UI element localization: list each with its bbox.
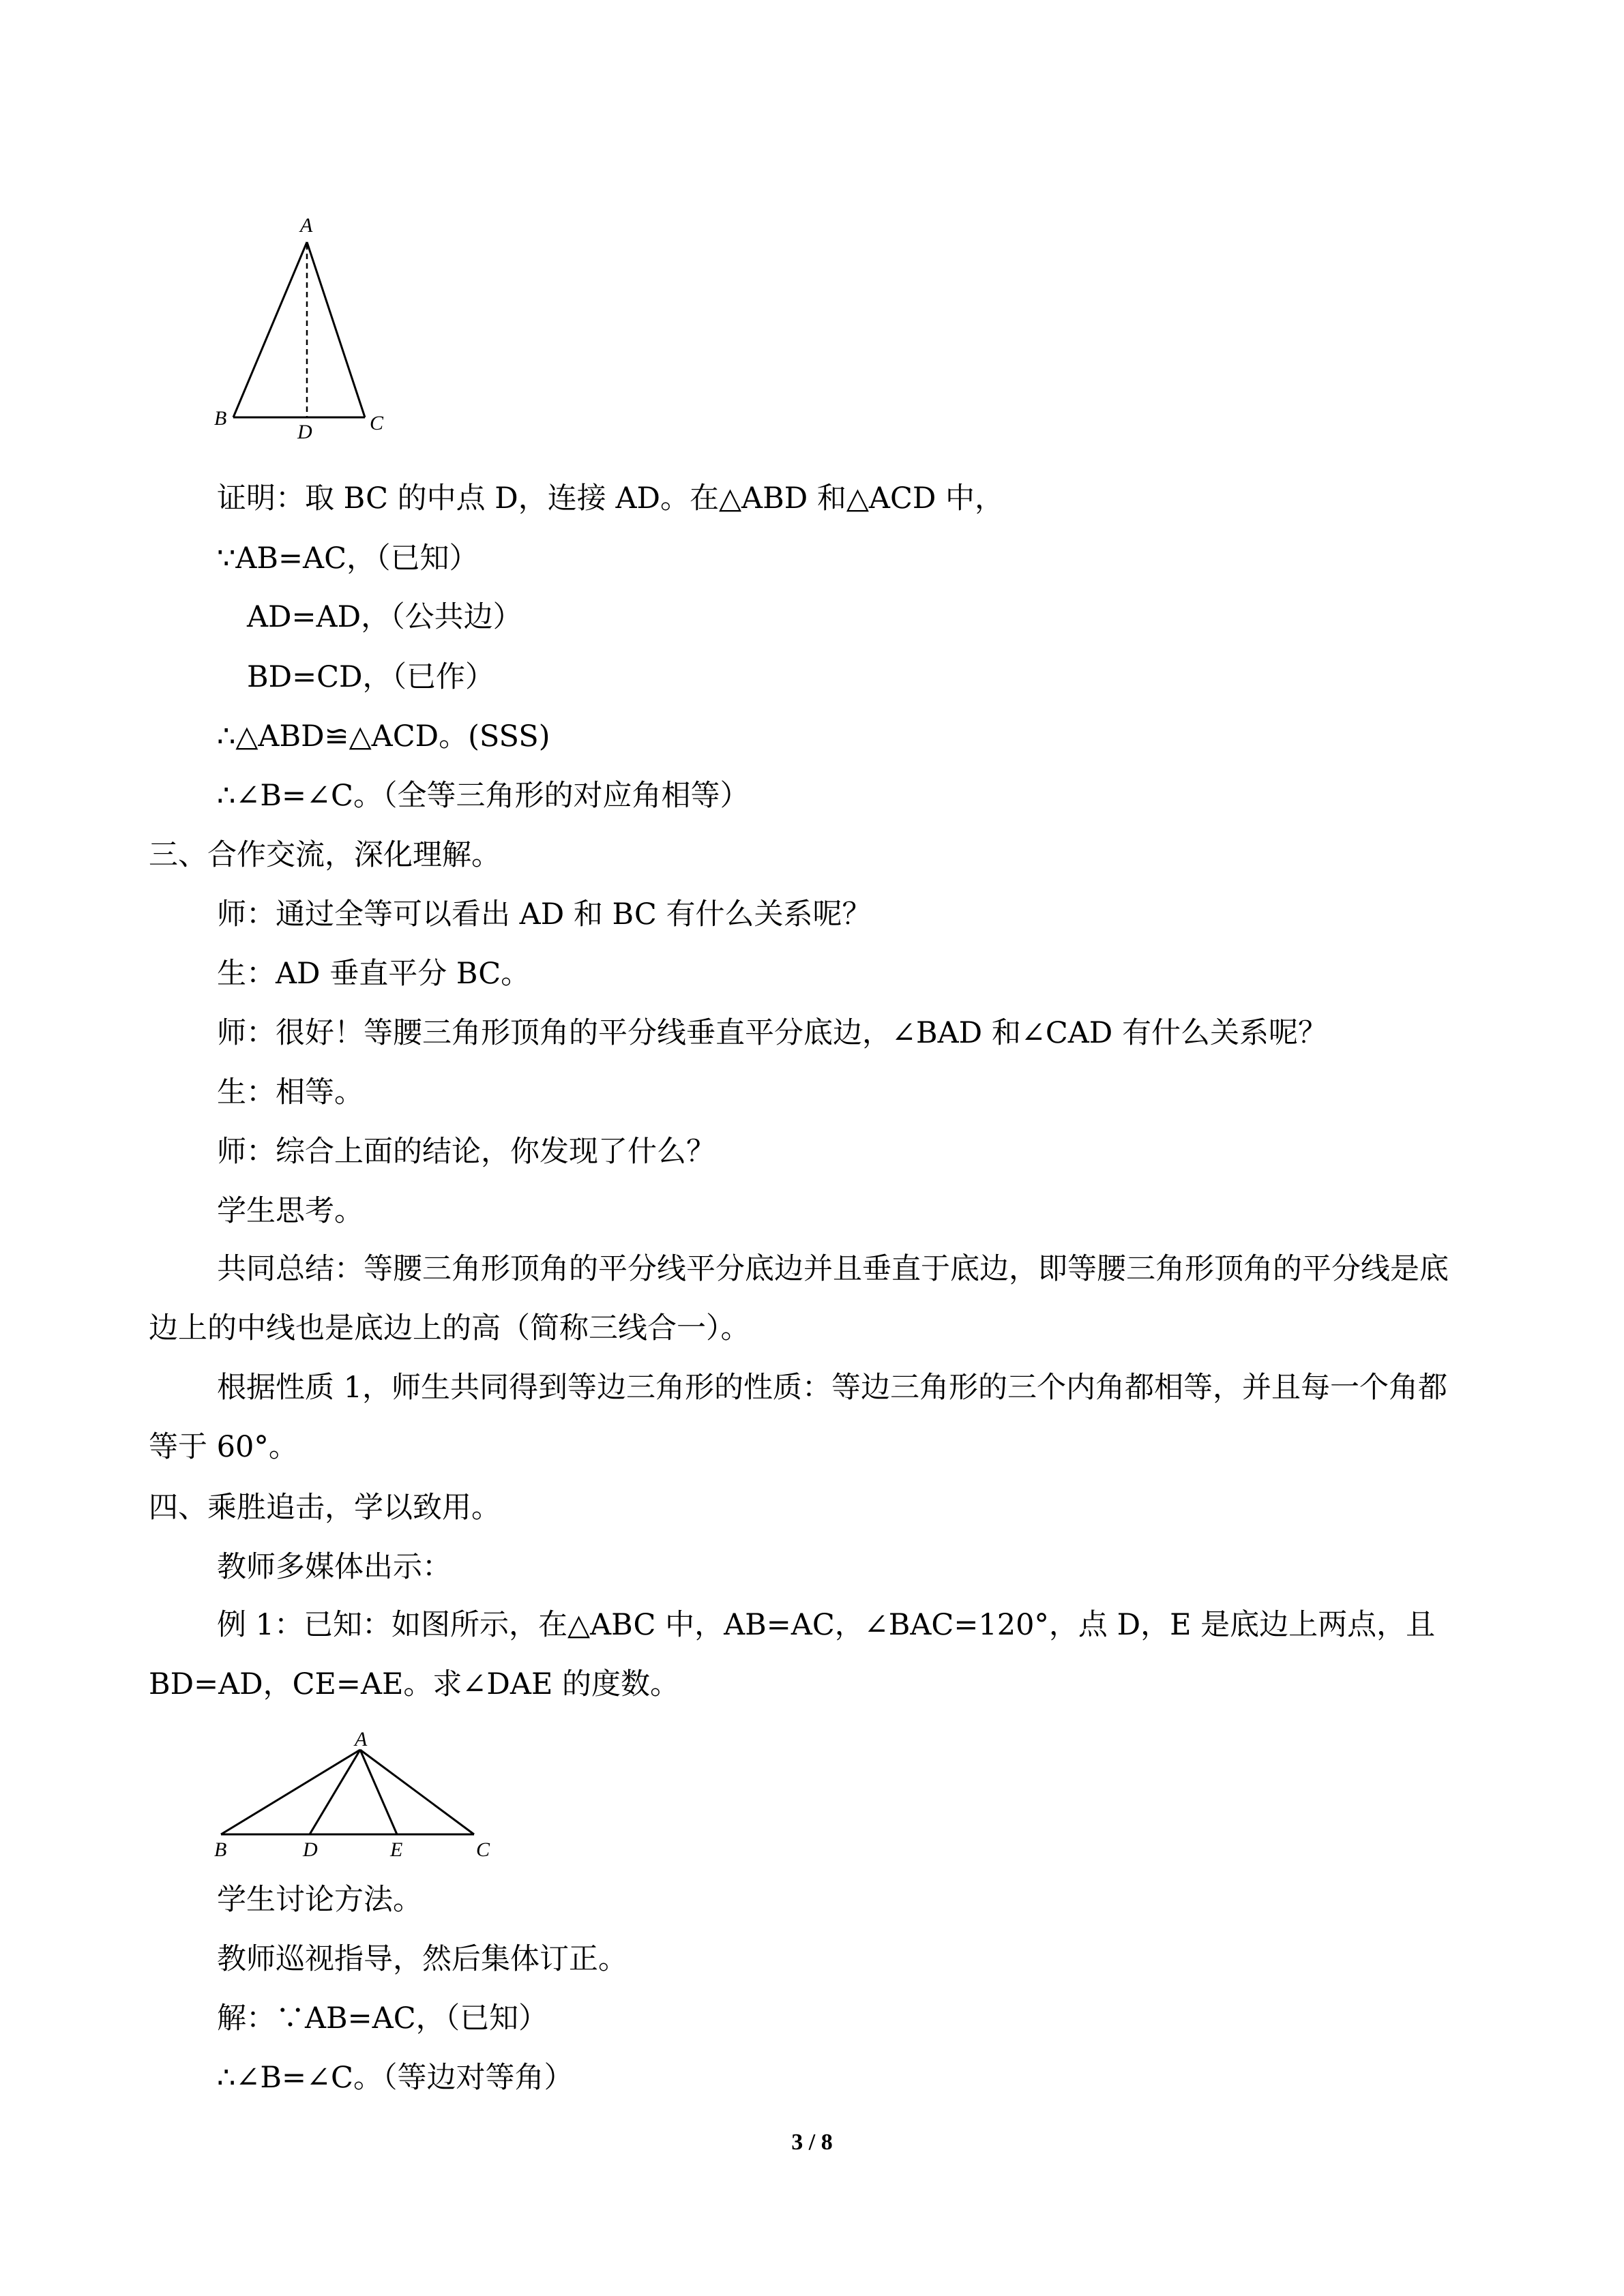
teacher-guidance: 教师巡视指导，然后集体订正。 xyxy=(217,1942,628,1976)
summary-paragraph: 共同总结：等腰三角形顶角的平分线平分底边并且垂直于底边，即等腰三角形顶角的平分线是底边上的中线也是底边上的高（简称三线合一）。 xyxy=(149,1252,1449,1345)
page-number: 3 / 8 xyxy=(791,2130,833,2155)
segment-ad xyxy=(310,1750,360,1834)
proof-line-2: AD=AD，（公共边） xyxy=(247,600,522,634)
proof-line-1: ∵AB=AC，（已知） xyxy=(217,541,479,576)
side-ab xyxy=(233,242,307,417)
label-c: C xyxy=(370,412,384,434)
section-4-heading: 四、乘胜追击，学以致用。 xyxy=(149,1491,501,1525)
label-b: B xyxy=(214,407,227,430)
student-answer-1: 生：AD 垂直平分 BC。 xyxy=(217,957,531,991)
student-discussion: 学生讨论方法。 xyxy=(217,1883,422,1917)
label-b: B xyxy=(214,1838,227,1861)
student-thinking: 学生思考。 xyxy=(217,1194,364,1228)
equilateral-property-paragraph: 根据性质 1，师生共同得到等边三角形的性质：等边三角形的三个内角都相等，并且每一个角都等于 60°。 xyxy=(149,1371,1448,1464)
isosceles-triangle-figure xyxy=(205,205,409,440)
label-a: A xyxy=(355,1728,368,1750)
label-d: D xyxy=(303,1838,318,1861)
proof-line-5: ∴∠B=∠C。（全等三角形的对应角相等） xyxy=(217,779,750,813)
example-triangle-figure xyxy=(205,1725,505,1868)
multimedia-show: 教师多媒体出示： xyxy=(217,1550,452,1584)
label-c: C xyxy=(476,1838,490,1861)
proof-line-3: BD=CD，（已作） xyxy=(247,660,494,694)
label-a: A xyxy=(300,214,313,237)
teacher-question-2: 师：很好！等腰三角形顶角的平分线垂直平分底边，∠BAD 和∠CAD 有什么关系呢？ xyxy=(217,1016,1327,1050)
section-3-heading: 三、合作交流，深化理解。 xyxy=(149,838,501,872)
proof-line-4: ∴△ABD≌△ACD。(SSS) xyxy=(217,719,550,754)
teacher-question-1: 师：通过全等可以看出 AD 和 BC 有什么关系呢？ xyxy=(217,897,872,931)
solution-line-2: ∴∠B=∠C。（等边对等角） xyxy=(217,2061,574,2095)
side-ac xyxy=(307,242,365,417)
student-answer-2: 生：相等。 xyxy=(217,1075,364,1109)
label-e: E xyxy=(390,1838,403,1861)
side-ab xyxy=(221,1750,360,1834)
teacher-question-3: 师：综合上面的结论，你发现了什么？ xyxy=(217,1135,715,1169)
label-d: D xyxy=(297,421,312,440)
solution-line-1: 解：∵AB=AC，（已知） xyxy=(217,2001,548,2036)
example-1: 例 1：已知：如图所示，在△ABC 中，AB=AC，∠BAC=120°，点 D，E 是底边上两点，且 BD=AD，CE=AE。求∠DAE 的度数。 xyxy=(149,1608,1436,1701)
proof-intro: 证明：取 BC 的中点 D，连接 AD。在△ABD 和△ACD 中， xyxy=(217,481,1005,516)
side-ac xyxy=(360,1750,474,1834)
